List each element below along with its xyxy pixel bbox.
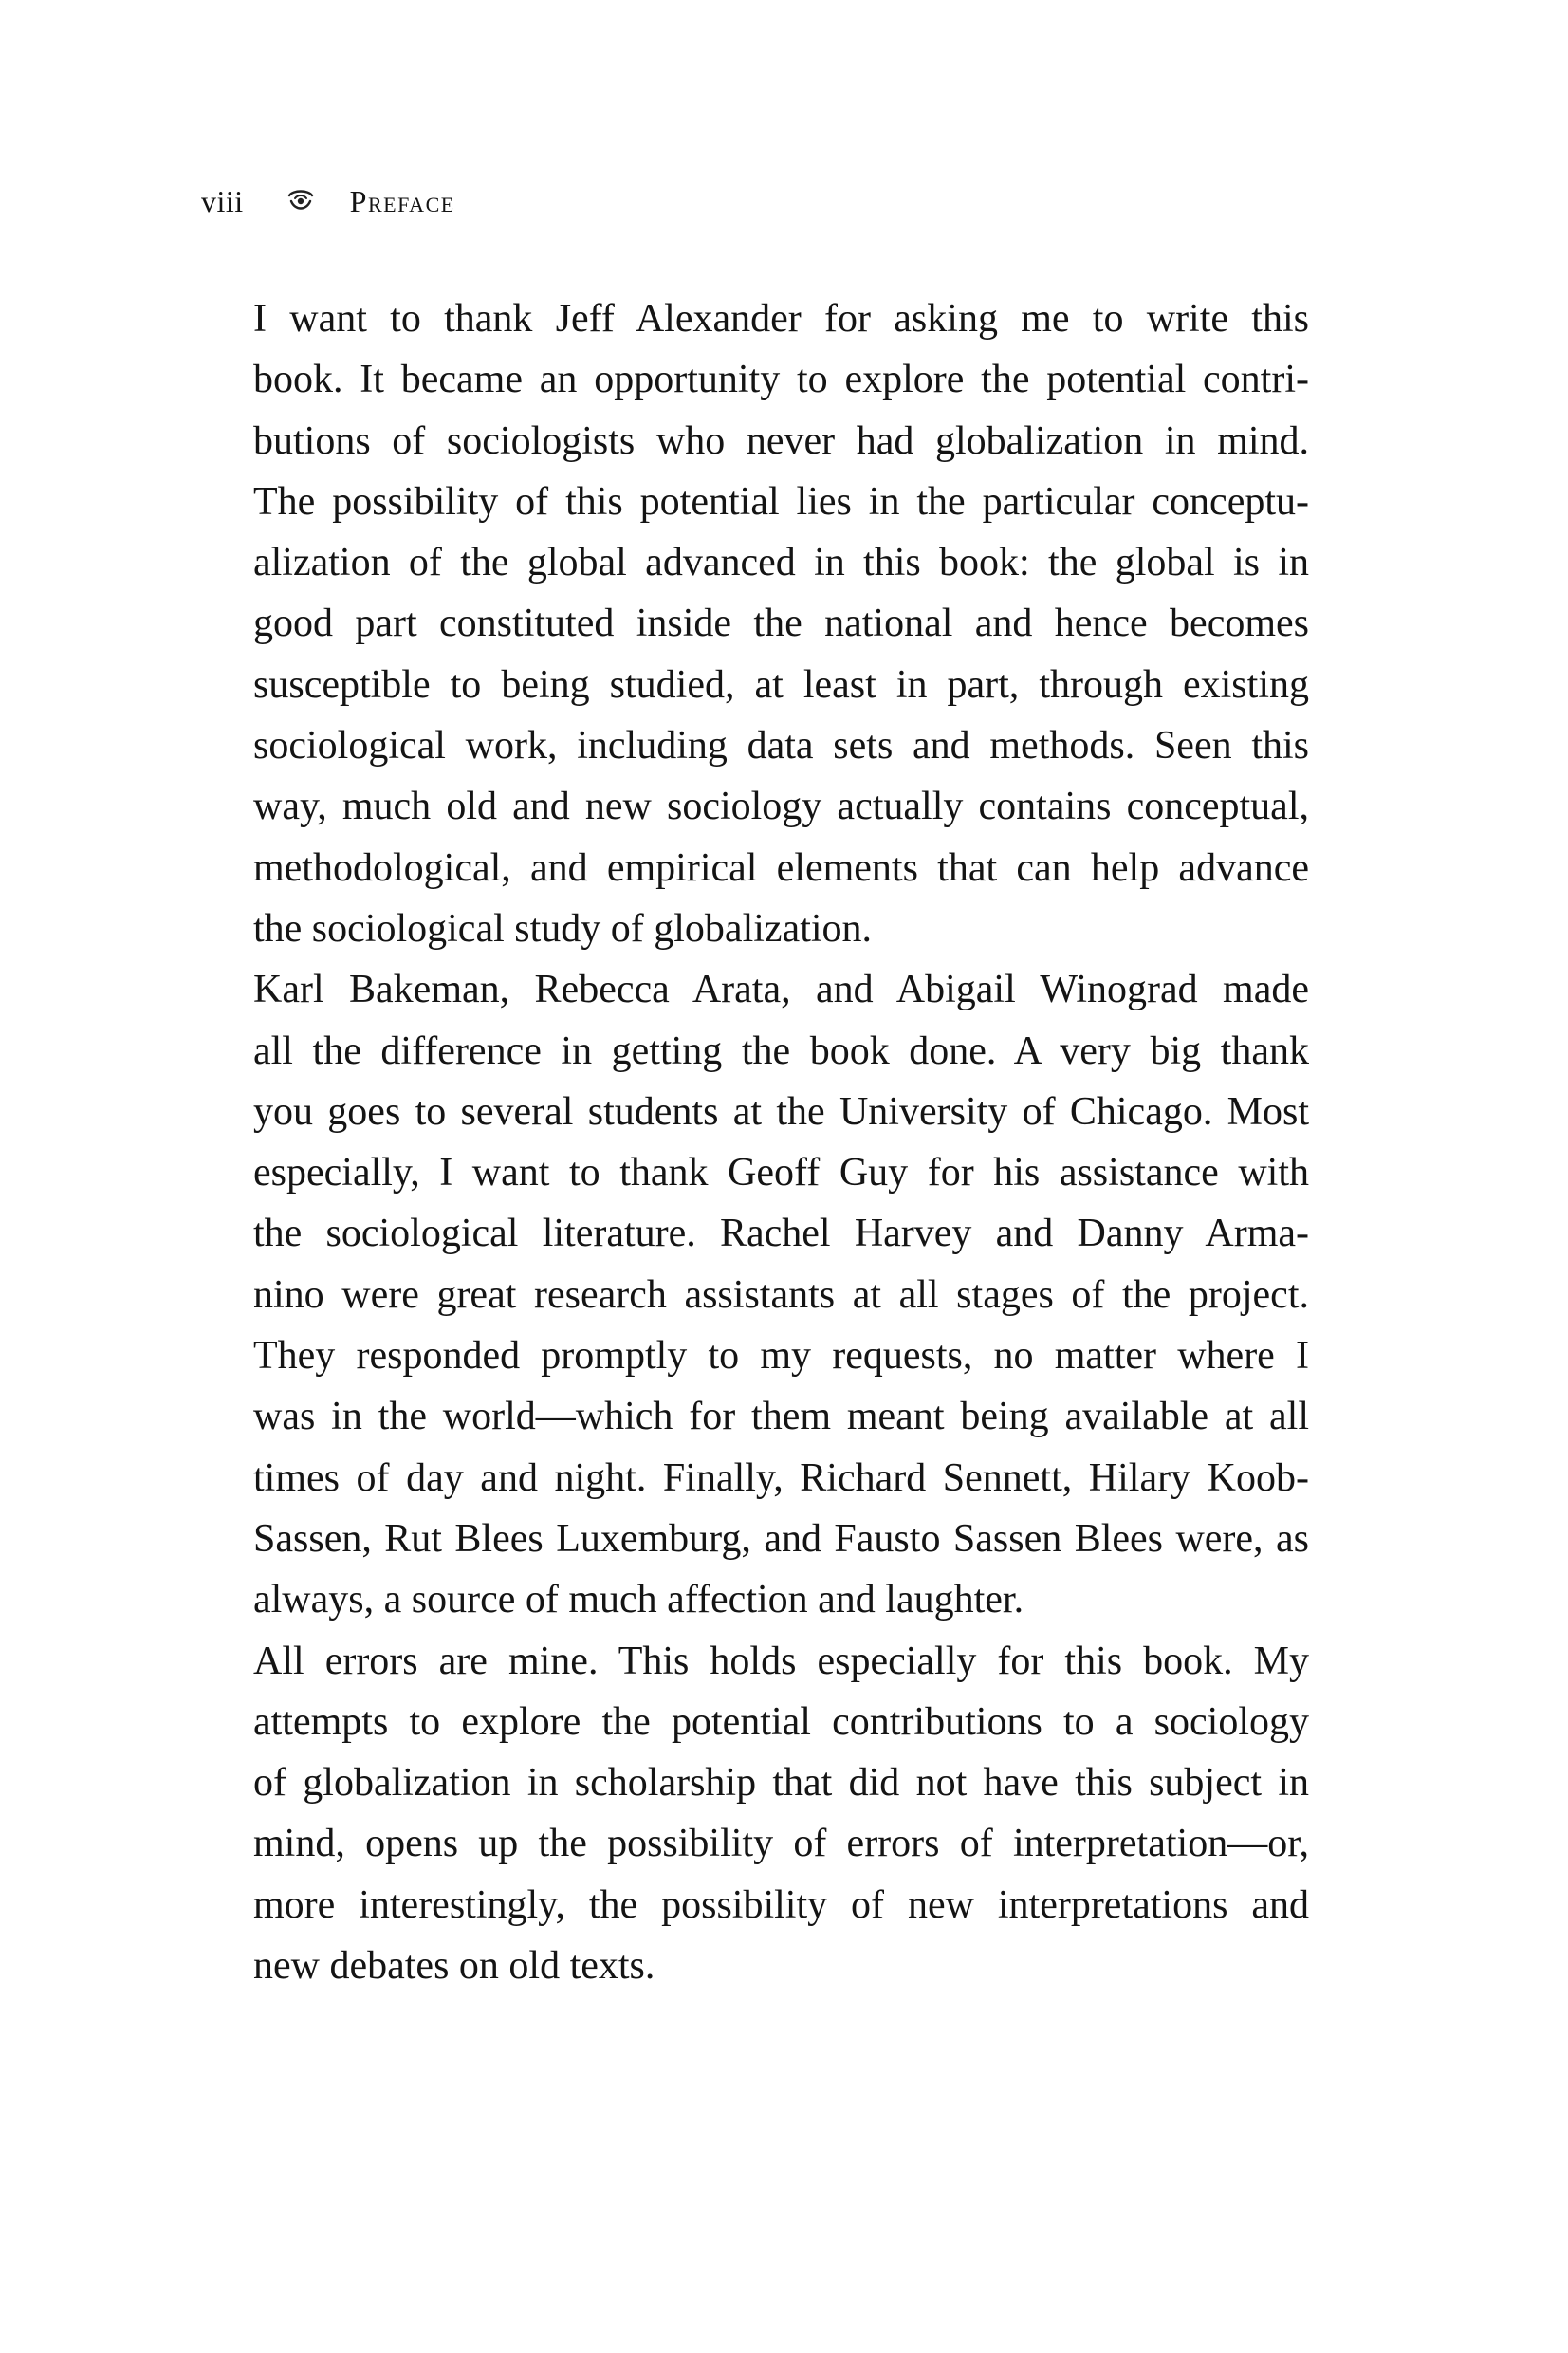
text-line: the sociological literature. Rachel Harvey and Danny Arma- xyxy=(253,1212,1309,1256)
text-line: nino were great research assistants at all stages of the project. xyxy=(253,1272,1309,1317)
paragraph xyxy=(201,288,1309,959)
text-line: all the difference in getting the book done. A very big thank xyxy=(253,1028,1309,1073)
text-line: especially, I want to thank Geoff Guy for his assistance with xyxy=(253,1151,1309,1195)
text-line: the sociological study of globalization. xyxy=(253,906,873,951)
text-line: methodological, and empirical elements that can help advance xyxy=(253,845,1309,890)
text-line: Karl Bakeman, Rebecca Arata, and Abigail Winograd made xyxy=(253,968,1309,1012)
text-line: susceptible to being studied, at least in part, through existing xyxy=(253,662,1309,707)
text-line: of globalization in scholarship that did not have this subject in xyxy=(253,1761,1309,1806)
page-number: viii xyxy=(201,183,244,218)
text-line: I want to thank Jeff Alexander for asking me to write this xyxy=(253,297,1309,341)
text-line: new debates on old texts. xyxy=(253,1944,655,1989)
text-line: All errors are mine. This holds especially for this book. My xyxy=(253,1639,1309,1683)
text-line: butions of sociologists who never had globalization in mind. xyxy=(253,418,1309,463)
section-title: Preface xyxy=(349,183,455,218)
text-line: good part constituted inside the national and hence becomes xyxy=(253,602,1309,646)
text-line: sociological work, including data sets and methods. Seen this xyxy=(253,724,1309,769)
running-head xyxy=(201,178,455,224)
text-line: mind, opens up the possibility of errors of interpretation—or, xyxy=(253,1822,1309,1866)
text-line: They responded promptly to my requests, no matter where I xyxy=(253,1334,1309,1379)
text-line: Sassen, Rut Blees Luxemburg, and Fausto Sassen Blees were, as xyxy=(253,1516,1309,1561)
text-line: times of day and night. Finally, Richard Sennett, Hilary Koob- xyxy=(253,1455,1309,1500)
text-line: way, much old and new sociology actually contains conceptual, xyxy=(253,785,1309,829)
preface-body xyxy=(201,288,1309,1996)
paragraph xyxy=(201,1631,1309,1997)
text-line: was in the world—which for them meant being available at all xyxy=(253,1395,1309,1439)
text-line: attempts to explore the potential contributions to a sociology xyxy=(253,1699,1309,1744)
text-line: book. It became an opportunity to explore the potential contri- xyxy=(253,358,1309,402)
text-line: more interestingly, the possibility of new interpretations and xyxy=(253,1882,1309,1927)
text-line: you goes to several students at the University of Chicago. Most xyxy=(253,1089,1309,1134)
swirl-ornament-icon xyxy=(282,182,320,220)
text-line: alization of the global advanced in this book: the global is in xyxy=(253,541,1309,585)
text-line: always, a source of much affection and laughter. xyxy=(253,1578,1024,1622)
text-line: The possibility of this potential lies in the particular conceptu- xyxy=(253,479,1309,524)
paragraph xyxy=(201,959,1309,1630)
